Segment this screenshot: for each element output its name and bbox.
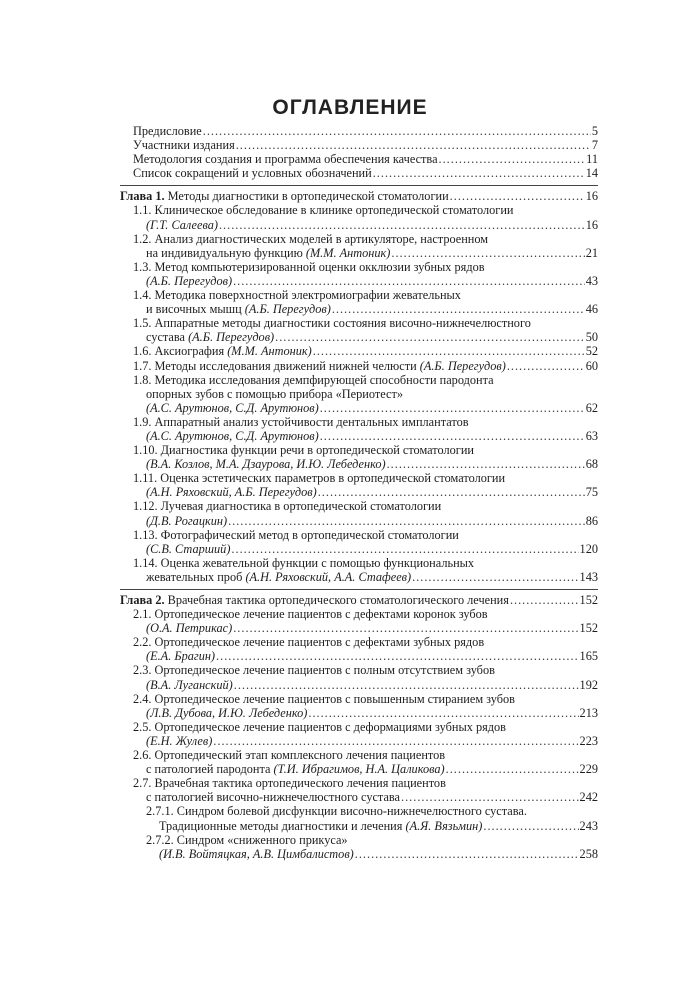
toc-section-1-4: 1.4. Методика поверхностной электромиографии жевательных	[133, 288, 461, 303]
toc-entry-abbreviations: Список сокращений и условных обозначений ..... 14	[120, 166, 598, 180]
toc-chapter-2: Глава 2. Врачебная тактика ортопедического стоматологического лечения ..... 152	[120, 593, 598, 607]
toc-section-1-6: 1.6. Аксиография (М.М. Антоник) ..... 52	[120, 344, 598, 358]
toc-section-1-9: 1.9. Аппаратный анализ устойчивости дентальных имплантатов	[133, 414, 469, 429]
divider	[120, 185, 598, 186]
toc-section-1-3: 1.3. Метод компьютеризированной оценки окклюзии зубных рядов	[133, 259, 485, 274]
toc-section-1-1: 1.1. Клиническое обследование в клинике ортопедической стоматологии	[133, 203, 514, 218]
toc-section-1-11: 1.11. Оценка эстетических параметров в ортопедической стоматологии	[133, 471, 506, 486]
toc-section-2-6: 2.6. Ортопедический этап комплексного лечения пациентов	[133, 748, 446, 763]
toc-section-1-10: 1.10. Диагностика функции речи в ортопедической стоматологии	[133, 443, 474, 458]
toc-entry-methodology: Методология создания и программа обеспечения качества ..... 11	[120, 152, 598, 166]
toc-section-1-12: 1.12. Лучевая диагностика в ортопедической стоматологии	[133, 499, 442, 514]
toc-section-2-7: 2.7. Врачебная тактика ортопедического лечения пациентов	[133, 776, 446, 791]
page-number: 7	[591, 138, 598, 153]
toc-section-1-13: 1.13. Фотографический метод в ортопедической стоматологии	[133, 527, 459, 542]
toc-section-2-5: 2.5. Ортопедическое лечение пациентов с деформациями зубных рядов	[133, 719, 506, 734]
toc-section-2-7-1: 2.7.1. Синдром болевой дисфункции височно-нижнечелюстного сустава.	[146, 804, 527, 819]
toc-chapter-1: Глава 1. Методы диагностики в ортопедической стоматологии ..... 16	[120, 189, 598, 203]
page-number: 14	[585, 166, 598, 181]
toc-section-2-3: 2.3. Ортопедическое лечение пациентов с полным отсутствием зубов	[133, 663, 495, 678]
table-of-contents: Предисловие ..... 5 Участники издания ..... 7 Методология создания и программа обеспечения качества ..... 11 Список сокращений и условных обозначений ..... 14 Глава 1. Методы диагностики в ортопедической стоматологии ..... 16 1.1. Клиническое обследование в клинике ортопедической стоматологии (Г.Т. Салеева) ..... 16 1.2. Анализ диагностических моделей в артикуляторе, настроенном на индивидуальную функцию (М.М. Антоник) ..... 21 1.3. Метод компьютеризированной оценки окклюзии зубных рядов (А.Б. Перегудов) ..... 43 1.4. Методика поверхностной электромиографии жевательных и височных мышц (А.Б. Перегудов) ..... 46 1.5. Аппаратные методы диагностики состояния височно-нижнечелюстного сустава (А.Б. Перегудов) ..... 50 1.6. Аксиография (М.М. Антоник) ..... 52 1.7. Методы исследования движений нижней челюсти (А.Б. Перегудов) ..... 60 1.8. Методика исследования демпфирующей способности пародонта опорных зубов с помощью прибора «Периотест» (А.С. Арутюнов, С.Д. Арутюнов) ..... 62 1.9. Аппаратный анализ устойчивости дентальных имплантатов (А.С. Арутюнов, С.Д. Арутюнов) ..... 63 1.10. Диагностика функции речи в ортопедической стоматологии (В.А. Козлов, М.А. Дзаурова, И.Ю. Лебеденко) ..... 68 1.11. Оценка эстетических параметров в ортопедической стоматологии (А.Н. Ряховский, А.Б. Перегудов) ..... 75 1.12. Лучевая диагностика в ортопедической стоматологии (Д.В. Рогацкин) ..... 86 1.13. Фотографический метод в ортопедической стоматологии (С.В. Старший) ..... 120 1.14. Оценка жевательной функции с помощью функциональных жевательных проб (А.Н. Ряховский, А.А. Стафеев) ..... 143 Глава 2. Врачебная тактика ортопедического стоматологического лечения ..... 152 2.1. Ортопедическое лечение пациентов с дефектами коронок зубов (О.А. Петрикас) ..... 152 2.2. Ортопедическое лечение пациентов с дефектами зубных рядов (Е.А. Брагин) ..... 165 2.3. Ортопедическое лечение пациентов с полным отсутствием зубов (В.А. Луганский) ..... 192 2.4. Ортопедическое лечение пациентов с повышенным стиранием зубов (Л.В. Дубова, И.Ю. Лебеденко) ..... 213 2.5. Ортопедическое лечение пациентов с деформациями зубных рядов (Е.Н. Жулев) ..... 223 2.6. Ортопедический этап комплексного лечения пациентов с патологией пародонта (Т.И. Ибрагимов, Н.А. Цаликова) ..... 229 2.7. Врачебная тактика ортопедического лечения пациентов с патологией височно-нижнечелюстного сустава ..... 242 2.7.1. Синдром болевой дисфункции височно-нижнечелюстного сустава. Традиционные методы диагностики и лечения (А.Я. Вязьмин) ..... 243 2.7.2. Синдром «сниженного прикуса» (И.В. Войтяцкая, А.В. Цимбалистов) ..... 258	[120, 124, 598, 861]
toc-section-2-4: 2.4. Ортопедическое лечение пациентов с повышенным стиранием зубов	[133, 691, 515, 706]
toc-section-1-2: 1.2. Анализ диагностических моделей в артикуляторе, настроенном	[133, 231, 489, 246]
toc-entry-contributors: Участники издания ..... 7	[120, 138, 598, 152]
toc-section-1-8: 1.8. Методика исследования демпфирующей способности пародонта	[133, 372, 494, 387]
page-title: ОГЛАВЛЕНИЕ	[272, 96, 428, 119]
toc-section-2-1: 2.1. Ортопедическое лечение пациентов с дефектами коронок зубов	[133, 607, 488, 622]
toc-section-1-7: 1.7. Методы исследования движений нижней челюсти (А.Б. Перегудов) ..... 60	[120, 359, 598, 373]
toc-section-1-14: 1.14. Оценка жевательной функции с помощью функциональных	[133, 555, 475, 570]
page-number: 5	[591, 124, 598, 138]
divider	[120, 589, 598, 590]
toc-section-1-5: 1.5. Аппаратные методы диагностики состояния височно-нижнечелюстного	[133, 316, 531, 331]
toc-entry-preface: Предисловие ..... 5	[120, 124, 598, 138]
toc-section-2-2: 2.2. Ортопедическое лечение пациентов с дефектами зубных рядов	[133, 635, 485, 650]
toc-section-2-7-2: 2.7.2. Синдром «сниженного прикуса»	[146, 832, 348, 847]
page-number: 11	[586, 152, 598, 167]
